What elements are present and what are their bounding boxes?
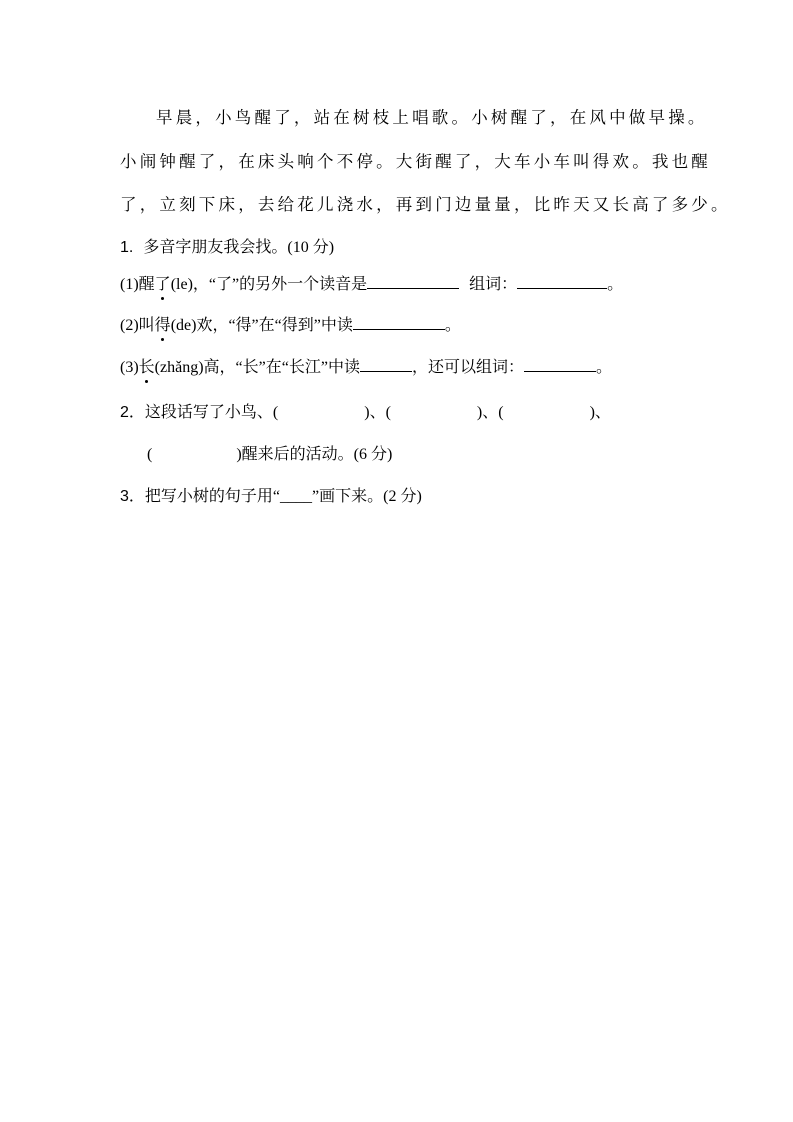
question-3 <box>120 483 422 506</box>
paren-open: ( <box>147 446 153 463</box>
answer-blank-word[interactable] <box>524 357 596 372</box>
item-end: 。 <box>607 276 624 293</box>
question-2-line-1 <box>120 399 611 422</box>
item-prefix: (1)醒 <box>120 276 155 293</box>
question-1-item-2 <box>120 312 461 335</box>
passage-line-1: 早晨，小鸟醒了，站在树枝上唱歌。小树醒了，在风中做早操。 <box>156 108 708 127</box>
underline-sample: ____ <box>280 488 313 505</box>
question-2-line-2 <box>147 441 392 464</box>
item-text-2: 组词： <box>469 276 518 293</box>
question-3-number: 3． <box>120 488 145 505</box>
separator: )、( <box>476 404 504 421</box>
item-text: ，“得”在“得到”中读 <box>212 317 353 334</box>
item-end: 。 <box>595 359 612 376</box>
question-2-number: 2． <box>120 404 145 421</box>
answer-blank-reading[interactable] <box>353 315 445 330</box>
item-end: 。 <box>444 317 461 334</box>
item-text: ，“了”的另外一个读音是 <box>192 276 368 293</box>
question-1-score: (10 分) <box>287 239 335 256</box>
answer-blank-word[interactable] <box>517 274 607 289</box>
question-1-number: 1. <box>120 239 134 256</box>
item-prefix: (3) <box>120 359 139 376</box>
item-text-2: ，还可以组词： <box>411 359 524 376</box>
passage-line-2: 小闹钟醒了，在床头响个不停。大街醒了，大车小车叫得欢。我也醒 <box>120 152 711 171</box>
dotted-char: 了 <box>155 271 171 294</box>
question-2-text: 这段话写了小鸟、( <box>144 404 279 421</box>
separator: )、( <box>364 404 391 421</box>
question-2-text-2: )醒来后的活动。 <box>236 446 354 463</box>
dotted-char: 得 <box>155 312 171 335</box>
question-1-item-3 <box>120 354 612 377</box>
question-3-text: 把写小树的句子用“ <box>144 488 281 505</box>
answer-blank-reading[interactable] <box>360 357 412 372</box>
pinyin: (le) <box>170 276 193 293</box>
question-1-heading <box>120 234 334 257</box>
dotted-char: 长 <box>139 354 155 377</box>
item-text: ，“长”在“长江”中读 <box>219 359 360 376</box>
separator: )、 <box>589 404 611 421</box>
pinyin: (zhǎng)高 <box>154 359 220 376</box>
passage-line-3: 了，立刻下床，去给花儿浇水，再到门边量量，比昨天又长高了多少。 <box>120 195 731 214</box>
question-1-item-1 <box>120 271 623 294</box>
question-2-score: (6 分) <box>353 446 393 463</box>
pinyin: (de)欢 <box>170 317 213 334</box>
item-prefix: (2)叫 <box>120 317 155 334</box>
question-1-title: 多音字朋友我会找。 <box>143 239 288 256</box>
question-3-score: (2 分) <box>383 488 422 505</box>
question-3-text-2: ”画下来。 <box>312 488 384 505</box>
answer-blank-reading[interactable] <box>367 274 459 289</box>
